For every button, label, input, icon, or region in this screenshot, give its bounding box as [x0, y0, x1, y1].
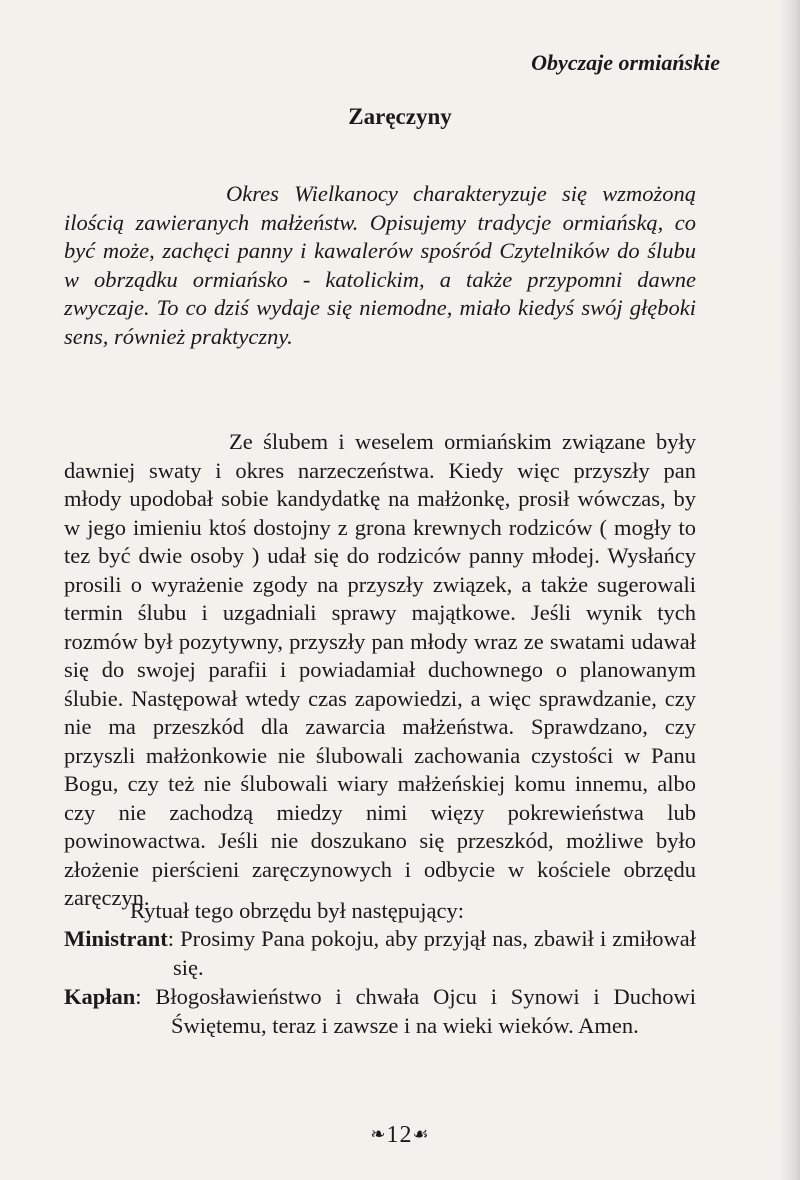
body-line: dawniej swaty i okres narzeczeństwa. Kiedy więc przyszły pan — [64, 457, 696, 483]
running-header: Obyczaje ormiańskie — [531, 50, 720, 75]
intro-line: sens, również praktyczny. — [64, 323, 293, 349]
intro-line: w obrządku ormiańsko - katolickim, a także przypomni dawne — [64, 266, 696, 292]
page-edge-shadow — [778, 0, 800, 1180]
intro-line: zwyczaje. To co dziś wydaje się niemodne, miało kiedyś swój głęboki — [64, 295, 696, 320]
fleuron-right-icon: ☙ — [412, 1124, 430, 1144]
intro-line: ilością zawieranych małżeństw. Opisujemy tradycje ormiańską, co — [64, 209, 696, 235]
page-number: 12 — [386, 1122, 413, 1148]
intro-line: Okres Wielkanocy charakteryzuje się wzmożoną — [226, 181, 696, 206]
body-line: termin ślubu i uzgadniali sprawy majątkowe. Jeśli wynik tych — [64, 600, 696, 625]
speaker-name: Kapłan — [64, 984, 136, 1009]
intro-line: być może, zachęci panny i kawalerów spośród Czytelników do ślubu — [64, 238, 696, 263]
body-line: młody upodobał sobie kandydatkę na małżonkę, prosił wówczas, by — [64, 486, 696, 511]
speaker-name: Ministrant — [64, 926, 168, 951]
body-line: tez być dwie osoby ) udał się do rodziców panny młodej. Wysłańcy — [64, 543, 696, 568]
section-title: Zaręczyny — [348, 104, 452, 129]
body-line: Bogu, czy też nie ślubowali wiary małżeńskiej komu innemu, albo — [64, 771, 696, 796]
dialogue-entry — [64, 983, 696, 1040]
body-line: powinowactwa. Jeśli nie doszukano się przeszkód, możliwe było — [64, 828, 696, 853]
page-footer — [0, 1122, 800, 1149]
body-line: prosili o wyrażenie zgody na przyszły związek, a także sugerowali — [64, 571, 696, 597]
intro-paragraph — [64, 180, 696, 351]
body-line: przyszli małżonkowie nie ślubowali zachowania czystości w Panu — [64, 742, 696, 768]
body-line: ślubie. Następował wtedy czas zapowiedzi, a więc sprawdzanie, czy — [64, 685, 696, 711]
body-line: zaręczyn. — [64, 885, 150, 910]
body-line: Ze ślubem i weselem ormiańskim związane były — [229, 429, 696, 454]
body-line: się do swojej parafii i powiadamiał duchownego o planowanym — [64, 657, 696, 682]
body-line: w jego imieniu ktoś dostojny z grona krewnych rodziców ( mogły to — [64, 514, 696, 540]
dialogue-continuation: Świętemu, teraz i zawsze i na wieki wieków. Amen. — [171, 1012, 639, 1038]
ritual-intro: Rytuał tego obrzędu był następujący: — [130, 898, 465, 923]
body-line: złożenie pierścieni zaręczynowych i odbycie w kościele obrzędu — [64, 856, 696, 882]
body-paragraph — [64, 428, 696, 913]
dialogue-text: : Błogosławieństwo i chwała Ojcu i Synowi i Duchowi — [135, 984, 696, 1009]
dialogue-continuation: się. — [173, 954, 204, 980]
dialogue-text: : Prosimy Pana pokoju, aby przyjął nas, zbawił i zmiłował — [167, 926, 696, 951]
body-line: rozmów był pozytywny, przyszły pan młody wraz ze swatami udawał — [64, 628, 696, 654]
fleuron-left-icon: ❧ — [370, 1124, 387, 1144]
dialogue-entry — [64, 925, 696, 982]
body-line: nie ma przeszkód dla zawarcia małżeństwa. Sprawdzano, czy — [64, 714, 696, 739]
body-line: czy nie zachodzą miedzy nimi więzy pokrewieństwa lub — [64, 799, 696, 825]
